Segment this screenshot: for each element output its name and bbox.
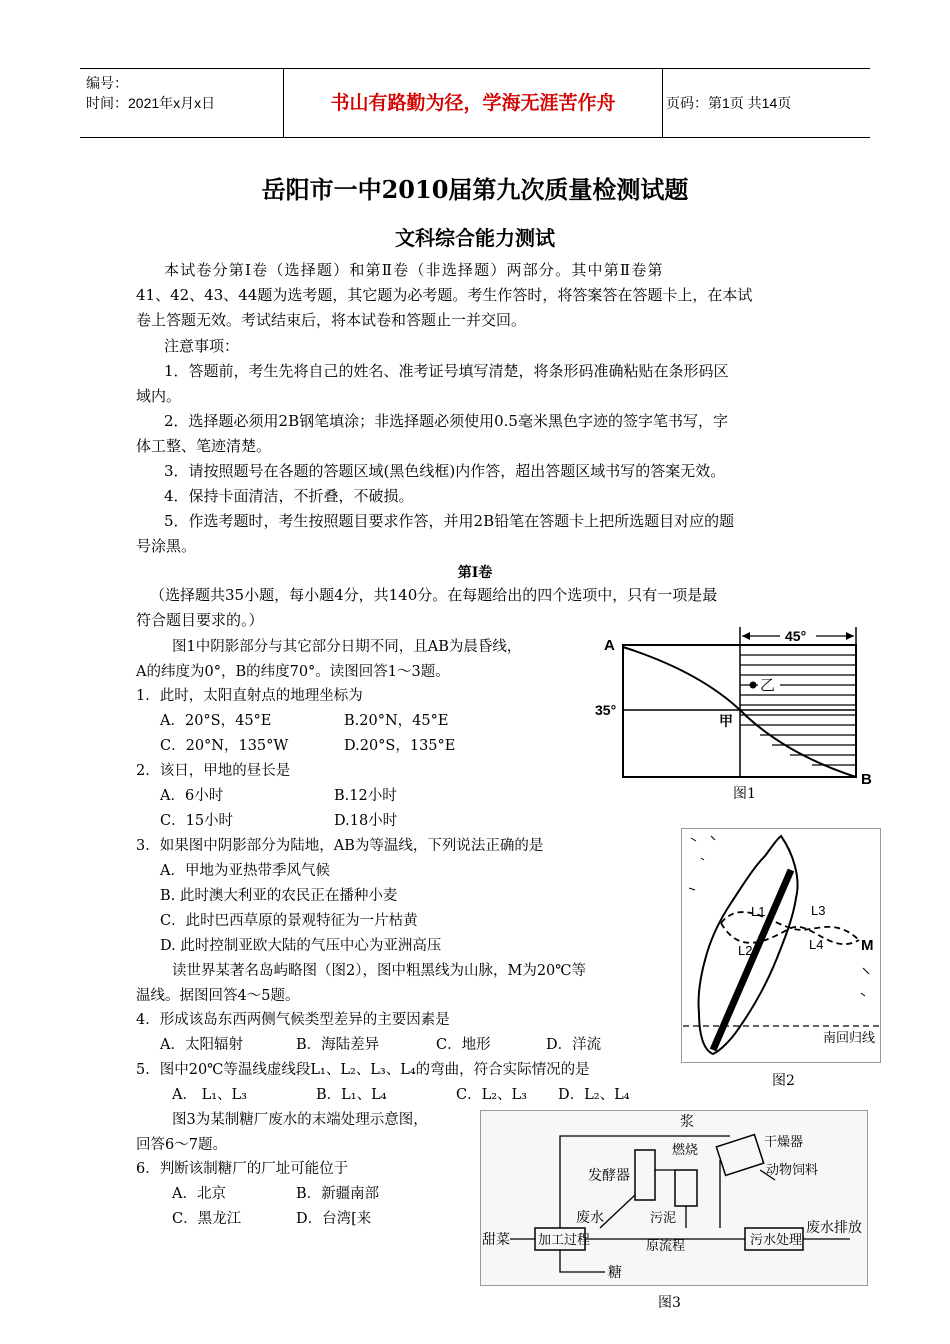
fig2-label-l1: L1 — [751, 904, 766, 919]
section-desc-2: 符合题目要求的。） — [136, 611, 264, 629]
notice-3: 3．请按照题号在各题的答题区域(黑色线框)内作答，超出答题区域书写的答案无效。 — [164, 462, 726, 480]
fig2-caption: 图2 — [772, 1073, 795, 1089]
q4-option-a: A．太阳辐射 — [160, 1037, 243, 1053]
q3-option-a: A．甲地为亚热带季风气候 — [160, 863, 330, 879]
intro-line-2: 41、42、43、44题为选考题，其它题为必考题。考生作答时，将答案答在答题卡上，在本试 — [136, 286, 753, 304]
fig3-process: 加工过程 — [538, 1233, 591, 1248]
header-table — [80, 68, 870, 138]
fig3-treat: 污水处理 — [750, 1233, 803, 1248]
q1-option-d: D.20°S，135°E — [344, 738, 456, 754]
notice-1b: 域内。 — [136, 387, 182, 405]
q4-option-d: D．洋流 — [546, 1037, 602, 1053]
q2-option-b: B.12小时 — [334, 788, 397, 804]
fig3-caption: 图3 — [658, 1295, 681, 1311]
page-subtitle: 文科综合能力测试 — [395, 226, 555, 250]
q6-option-b: B．新疆南部 — [296, 1186, 380, 1202]
fig1-label-jia: 甲 — [719, 714, 733, 730]
question-5: 5．图中20℃等温线虚线段L₁、L₂、L₃、L₄的弯曲，符合实际情况的是 — [136, 1062, 590, 1078]
q1-option-c: C．20°N，135°W — [160, 738, 289, 754]
fig2-intro-2: 温线。据图回答4～5题。 — [136, 988, 300, 1004]
intro-line-3: 卷上答题无效。考试结束后，将本试卷和答题止一并交回。 — [136, 311, 527, 329]
fig3-feed: 动物饲料 — [766, 1163, 819, 1178]
section-heading: 第Ⅰ卷 — [457, 565, 493, 581]
q5-option-c: C．L₂、L₃ — [456, 1087, 527, 1103]
q5-option-d: D．L₂、L₄ — [558, 1087, 630, 1103]
notice-4: 4．保持卡面清洁，不折叠，不破损。 — [164, 487, 414, 505]
q2-option-c: C．15小时 — [160, 813, 234, 829]
doc-time-label: 时间：2021年x月x日 — [86, 95, 216, 111]
fig2-label-l3: L3 — [811, 903, 826, 918]
page-title: 岳阳市一中2010届第九次质量检测试题 — [261, 175, 689, 204]
fig1-label-35: 35° — [595, 702, 617, 718]
q5-option-b: B．L₁、L₄ — [316, 1087, 387, 1103]
q4-option-c: C．地形 — [436, 1037, 491, 1053]
fig3-sludge: 污泥 — [650, 1211, 677, 1226]
notice-heading: 注意事项： — [164, 337, 240, 355]
q2-option-a: A．6小时 — [160, 788, 224, 804]
question-4: 4．形成该岛东西两侧气候类型差异的主要因素是 — [136, 1012, 450, 1028]
notice-2: 2．选择题必须用2B钢笔填涂；非选择题必须使用0.5毫米黑色字迹的签字笔书写，字 — [164, 412, 728, 430]
fig3-discharge: 废水排放 — [806, 1220, 862, 1236]
q6-option-a: A．北京 — [172, 1186, 226, 1202]
fig3-dryer: 干燥器 — [764, 1135, 804, 1150]
notice-5b: 号涂黑。 — [136, 537, 197, 555]
fig3-intro-2: 回答6～7题。 — [136, 1137, 227, 1153]
question-6: 6．判断该制糖厂的厂址可能位于 — [136, 1161, 349, 1177]
q5-option-a: A． L₁、L₃ — [172, 1087, 247, 1103]
fig1-label-a: A — [604, 637, 615, 654]
notice-2b: 体工整、笔迹清楚。 — [136, 437, 272, 455]
notice-1: 1．答题前，考生先将自己的姓名、准考证号填写清楚，将条形码准确粘贴在条形码区 — [164, 362, 729, 380]
q1-option-b: B.20°N，45°E — [344, 713, 449, 729]
q3-option-d: D. 此时控制亚欧大陆的气压中心为亚洲高压 — [160, 938, 442, 954]
figure-2 — [681, 828, 881, 1063]
fig3-raw: 原流程 — [646, 1239, 686, 1254]
header-motto: 书山有路勤为径，学海无涯苦作舟 — [283, 69, 663, 137]
fig3-burn: 燃烧 — [672, 1143, 699, 1158]
figure-1 — [590, 622, 880, 807]
fig2-tropic-label: 南回归线 — [823, 1031, 876, 1046]
header-page-info: 页码：第1页 共14页 — [666, 95, 792, 111]
fig3-pulp: 浆 — [680, 1114, 694, 1130]
q6-option-d: D．台湾[来 — [296, 1211, 372, 1227]
header-left — [80, 69, 283, 137]
q3-option-b: B. 此时澳大利亚的农民正在播种小麦 — [160, 888, 398, 904]
fig3-intro-1: 图3为某制糖厂废水的末端处理示意图， — [172, 1112, 428, 1128]
intro-line-1: 本试卷分第Ⅰ卷（选择题）和第Ⅱ卷（非选择题）两部分。其中第Ⅱ卷第 — [164, 261, 664, 279]
q2-option-d: D.18小时 — [334, 813, 398, 829]
fig2-label-l2: L2 — [738, 943, 753, 958]
fig2-label-m: M — [861, 937, 874, 954]
q4-option-b: B．海陆差异 — [296, 1037, 380, 1053]
fig2-intro-1: 读世界某著名岛屿略图（图2），图中粗黑线为山脉，M为20℃等 — [172, 963, 586, 979]
fig3-wastewater: 废水 — [576, 1210, 604, 1226]
doc-number-label: 编号： — [86, 75, 128, 91]
question-2: 2．该日，甲地的昼长是 — [136, 763, 291, 779]
fig1-label-b: B — [861, 771, 872, 788]
question-3: 3．如果图中阴影部分为陆地，AB为等温线，下列说法正确的是 — [136, 838, 544, 854]
fig1-label-yi: 乙 — [760, 676, 776, 694]
fig3-sugarcane: 甜菜 — [482, 1232, 510, 1248]
q6-option-c: C．黑龙江 — [172, 1211, 242, 1227]
fig2-label-l4: L4 — [809, 937, 824, 952]
fig1-caption: 图1 — [733, 786, 756, 802]
fig3-sugar: 糖 — [608, 1265, 622, 1281]
section-desc-1: （选择题共35小题，每小题4分，共140分。在每题给出的四个选项中，只有一项是最 — [150, 586, 718, 604]
question-1: 1．此时，太阳直射点的地理坐标为 — [136, 688, 363, 704]
fig1-label-45: 45° — [785, 628, 807, 644]
figure-3 — [480, 1110, 870, 1288]
fig1-intro-2: A的纬度为0°，B的纬度70°。读图回答1～3题。 — [136, 664, 450, 680]
notice-5: 5．作选考题时，考生按照题目要求作答，并用2B铅笔在答题卡上把所选题目对应的题 — [164, 512, 735, 530]
q1-option-a: A．20°S，45°E — [160, 713, 272, 729]
fig3-fermenter: 发酵器 — [588, 1168, 630, 1184]
fig1-intro-1: 图1中阴影部分与其它部分日期不同，且AB为晨昏线， — [172, 639, 522, 655]
q3-option-c: C．此时巴西草原的景观特征为一片枯黄 — [160, 913, 418, 929]
